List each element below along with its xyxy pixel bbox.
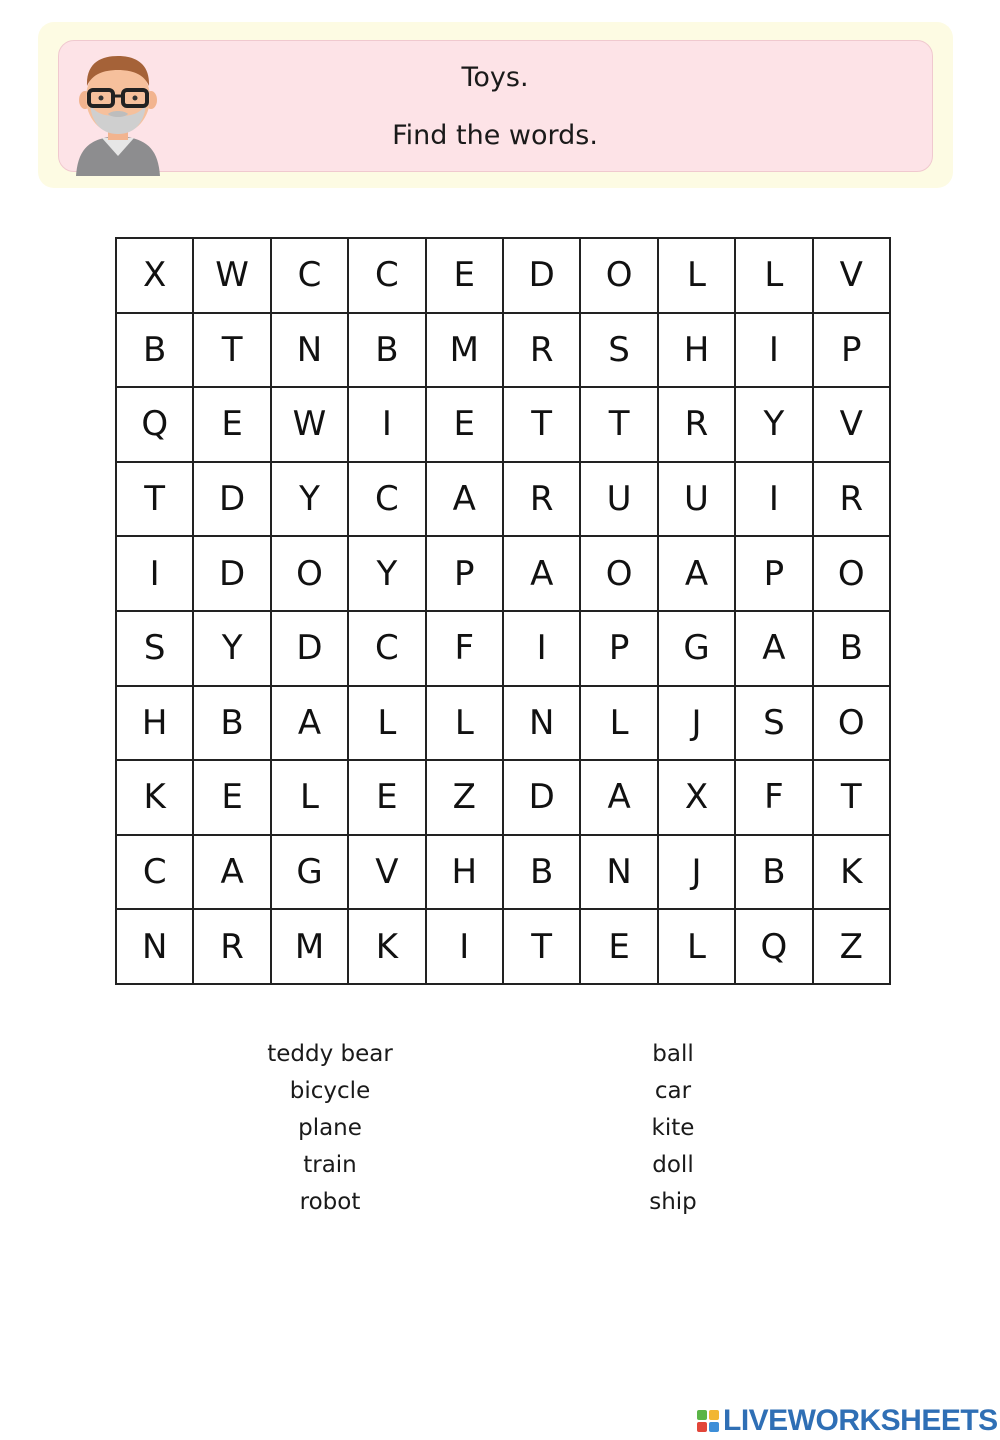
- grid-cell[interactable]: B: [736, 836, 813, 911]
- grid-cell[interactable]: U: [659, 463, 736, 538]
- word-search-grid: [115, 237, 891, 985]
- grid-cell[interactable]: T: [194, 314, 271, 389]
- grid-cell[interactable]: A: [581, 761, 658, 836]
- grid-cell[interactable]: I: [504, 612, 581, 687]
- grid-cell[interactable]: P: [736, 537, 813, 612]
- grid-cell[interactable]: K: [814, 836, 891, 911]
- grid-cell[interactable]: R: [814, 463, 891, 538]
- grid-cell[interactable]: B: [504, 836, 581, 911]
- grid-cell[interactable]: A: [659, 537, 736, 612]
- grid-cell[interactable]: O: [581, 239, 658, 314]
- grid-cell[interactable]: Z: [814, 910, 891, 985]
- grid-cell[interactable]: B: [117, 314, 194, 389]
- grid-cell[interactable]: A: [194, 836, 271, 911]
- word-list-item: robot: [299, 1189, 361, 1215]
- grid-cell[interactable]: U: [581, 463, 658, 538]
- logo-text: LIVEWORKSHEETS: [723, 1404, 998, 1437]
- grid-cell[interactable]: A: [427, 463, 504, 538]
- word-list-item: car: [654, 1078, 692, 1104]
- grid-cell[interactable]: L: [272, 761, 349, 836]
- grid-cell[interactable]: L: [581, 687, 658, 762]
- grid-cell[interactable]: D: [272, 612, 349, 687]
- grid-cell[interactable]: N: [117, 910, 194, 985]
- grid-cell[interactable]: E: [194, 761, 271, 836]
- liveworksheets-logo-icon: [697, 1404, 998, 1438]
- grid-cell[interactable]: M: [272, 910, 349, 985]
- word-list-item: teddy bear: [267, 1041, 393, 1067]
- grid-cell[interactable]: A: [272, 687, 349, 762]
- grid-cell[interactable]: C: [272, 239, 349, 314]
- grid-cell[interactable]: I: [736, 463, 813, 538]
- grid-cell[interactable]: V: [349, 836, 426, 911]
- grid-cell[interactable]: D: [194, 537, 271, 612]
- grid-cell[interactable]: H: [427, 836, 504, 911]
- grid-cell[interactable]: L: [659, 910, 736, 985]
- grid-cell[interactable]: P: [814, 314, 891, 389]
- grid-cell[interactable]: P: [427, 537, 504, 612]
- grid-cell[interactable]: L: [736, 239, 813, 314]
- grid-cell[interactable]: S: [117, 612, 194, 687]
- grid-cell[interactable]: O: [814, 537, 891, 612]
- grid-cell[interactable]: B: [194, 687, 271, 762]
- grid-cell[interactable]: R: [504, 463, 581, 538]
- word-list-right: [553, 1036, 793, 1221]
- logo-blocks-icon: [697, 1410, 719, 1432]
- grid-cell[interactable]: C: [349, 463, 426, 538]
- grid-cell[interactable]: E: [581, 910, 658, 985]
- grid-cell[interactable]: G: [659, 612, 736, 687]
- word-list-item: ship: [649, 1189, 697, 1215]
- worksheet-instruction: Find the words.: [392, 120, 598, 151]
- header-banner: [58, 40, 933, 172]
- grid-cell[interactable]: D: [504, 761, 581, 836]
- grid-cell[interactable]: S: [736, 687, 813, 762]
- grid-cell[interactable]: X: [659, 761, 736, 836]
- grid-cell[interactable]: Q: [117, 388, 194, 463]
- grid-cell[interactable]: C: [349, 612, 426, 687]
- word-list-item: doll: [652, 1152, 694, 1178]
- word-list-item: kite: [651, 1115, 695, 1141]
- grid-cell[interactable]: K: [349, 910, 426, 985]
- grid-cell[interactable]: R: [194, 910, 271, 985]
- grid-cell[interactable]: C: [117, 836, 194, 911]
- grid-cell[interactable]: T: [117, 463, 194, 538]
- grid-cell[interactable]: A: [736, 612, 813, 687]
- grid-cell[interactable]: J: [659, 836, 736, 911]
- word-list-item: train: [303, 1152, 357, 1178]
- grid-cell[interactable]: M: [427, 314, 504, 389]
- grid-cell[interactable]: T: [504, 388, 581, 463]
- grid-cell[interactable]: T: [504, 910, 581, 985]
- grid-cell[interactable]: I: [427, 910, 504, 985]
- grid-cell[interactable]: Y: [272, 463, 349, 538]
- grid-cell[interactable]: H: [117, 687, 194, 762]
- worksheet-title: Toys.: [461, 62, 529, 93]
- grid-cell[interactable]: W: [272, 388, 349, 463]
- grid-cell[interactable]: V: [814, 239, 891, 314]
- grid-cell[interactable]: P: [581, 612, 658, 687]
- grid-cell[interactable]: L: [349, 687, 426, 762]
- grid-cell[interactable]: D: [194, 463, 271, 538]
- grid-cell[interactable]: S: [581, 314, 658, 389]
- grid-cell[interactable]: I: [736, 314, 813, 389]
- grid-cell[interactable]: F: [736, 761, 813, 836]
- grid-cell[interactable]: A: [504, 537, 581, 612]
- grid-cell[interactable]: T: [581, 388, 658, 463]
- grid-cell[interactable]: J: [659, 687, 736, 762]
- grid-cell[interactable]: W: [194, 239, 271, 314]
- grid-cell[interactable]: N: [581, 836, 658, 911]
- grid-cell[interactable]: L: [427, 687, 504, 762]
- grid-cell[interactable]: O: [814, 687, 891, 762]
- grid-cell[interactable]: H: [659, 314, 736, 389]
- grid-cell[interactable]: I: [117, 537, 194, 612]
- grid-cell[interactable]: E: [427, 388, 504, 463]
- grid-cell[interactable]: Q: [736, 910, 813, 985]
- grid-cell[interactable]: N: [272, 314, 349, 389]
- grid-cell[interactable]: I: [349, 388, 426, 463]
- grid-cell[interactable]: O: [272, 537, 349, 612]
- grid-cell[interactable]: V: [814, 388, 891, 463]
- word-list-left: [210, 1036, 450, 1221]
- grid-cell[interactable]: C: [349, 239, 426, 314]
- grid-cell[interactable]: E: [194, 388, 271, 463]
- word-list-item: ball: [652, 1041, 694, 1067]
- grid-cell[interactable]: B: [814, 612, 891, 687]
- grid-cell[interactable]: O: [581, 537, 658, 612]
- word-list-item: plane: [298, 1115, 362, 1141]
- grid-cell[interactable]: T: [814, 761, 891, 836]
- grid-cell[interactable]: F: [427, 612, 504, 687]
- grid-cell[interactable]: N: [504, 687, 581, 762]
- grid-cell[interactable]: Y: [349, 537, 426, 612]
- grid-cell[interactable]: X: [117, 239, 194, 314]
- grid-cell[interactable]: R: [659, 388, 736, 463]
- grid-cell[interactable]: Y: [194, 612, 271, 687]
- grid-cell[interactable]: G: [272, 836, 349, 911]
- grid-cell[interactable]: K: [117, 761, 194, 836]
- grid-cell[interactable]: D: [504, 239, 581, 314]
- grid-cell[interactable]: L: [659, 239, 736, 314]
- teacher-avatar-icon: [72, 52, 164, 176]
- grid-cell[interactable]: Y: [736, 388, 813, 463]
- grid-cell[interactable]: E: [349, 761, 426, 836]
- grid-cell[interactable]: B: [349, 314, 426, 389]
- word-list-item: bicycle: [289, 1078, 371, 1104]
- grid-cell[interactable]: Z: [427, 761, 504, 836]
- grid-cell[interactable]: E: [427, 239, 504, 314]
- grid-cell[interactable]: R: [504, 314, 581, 389]
